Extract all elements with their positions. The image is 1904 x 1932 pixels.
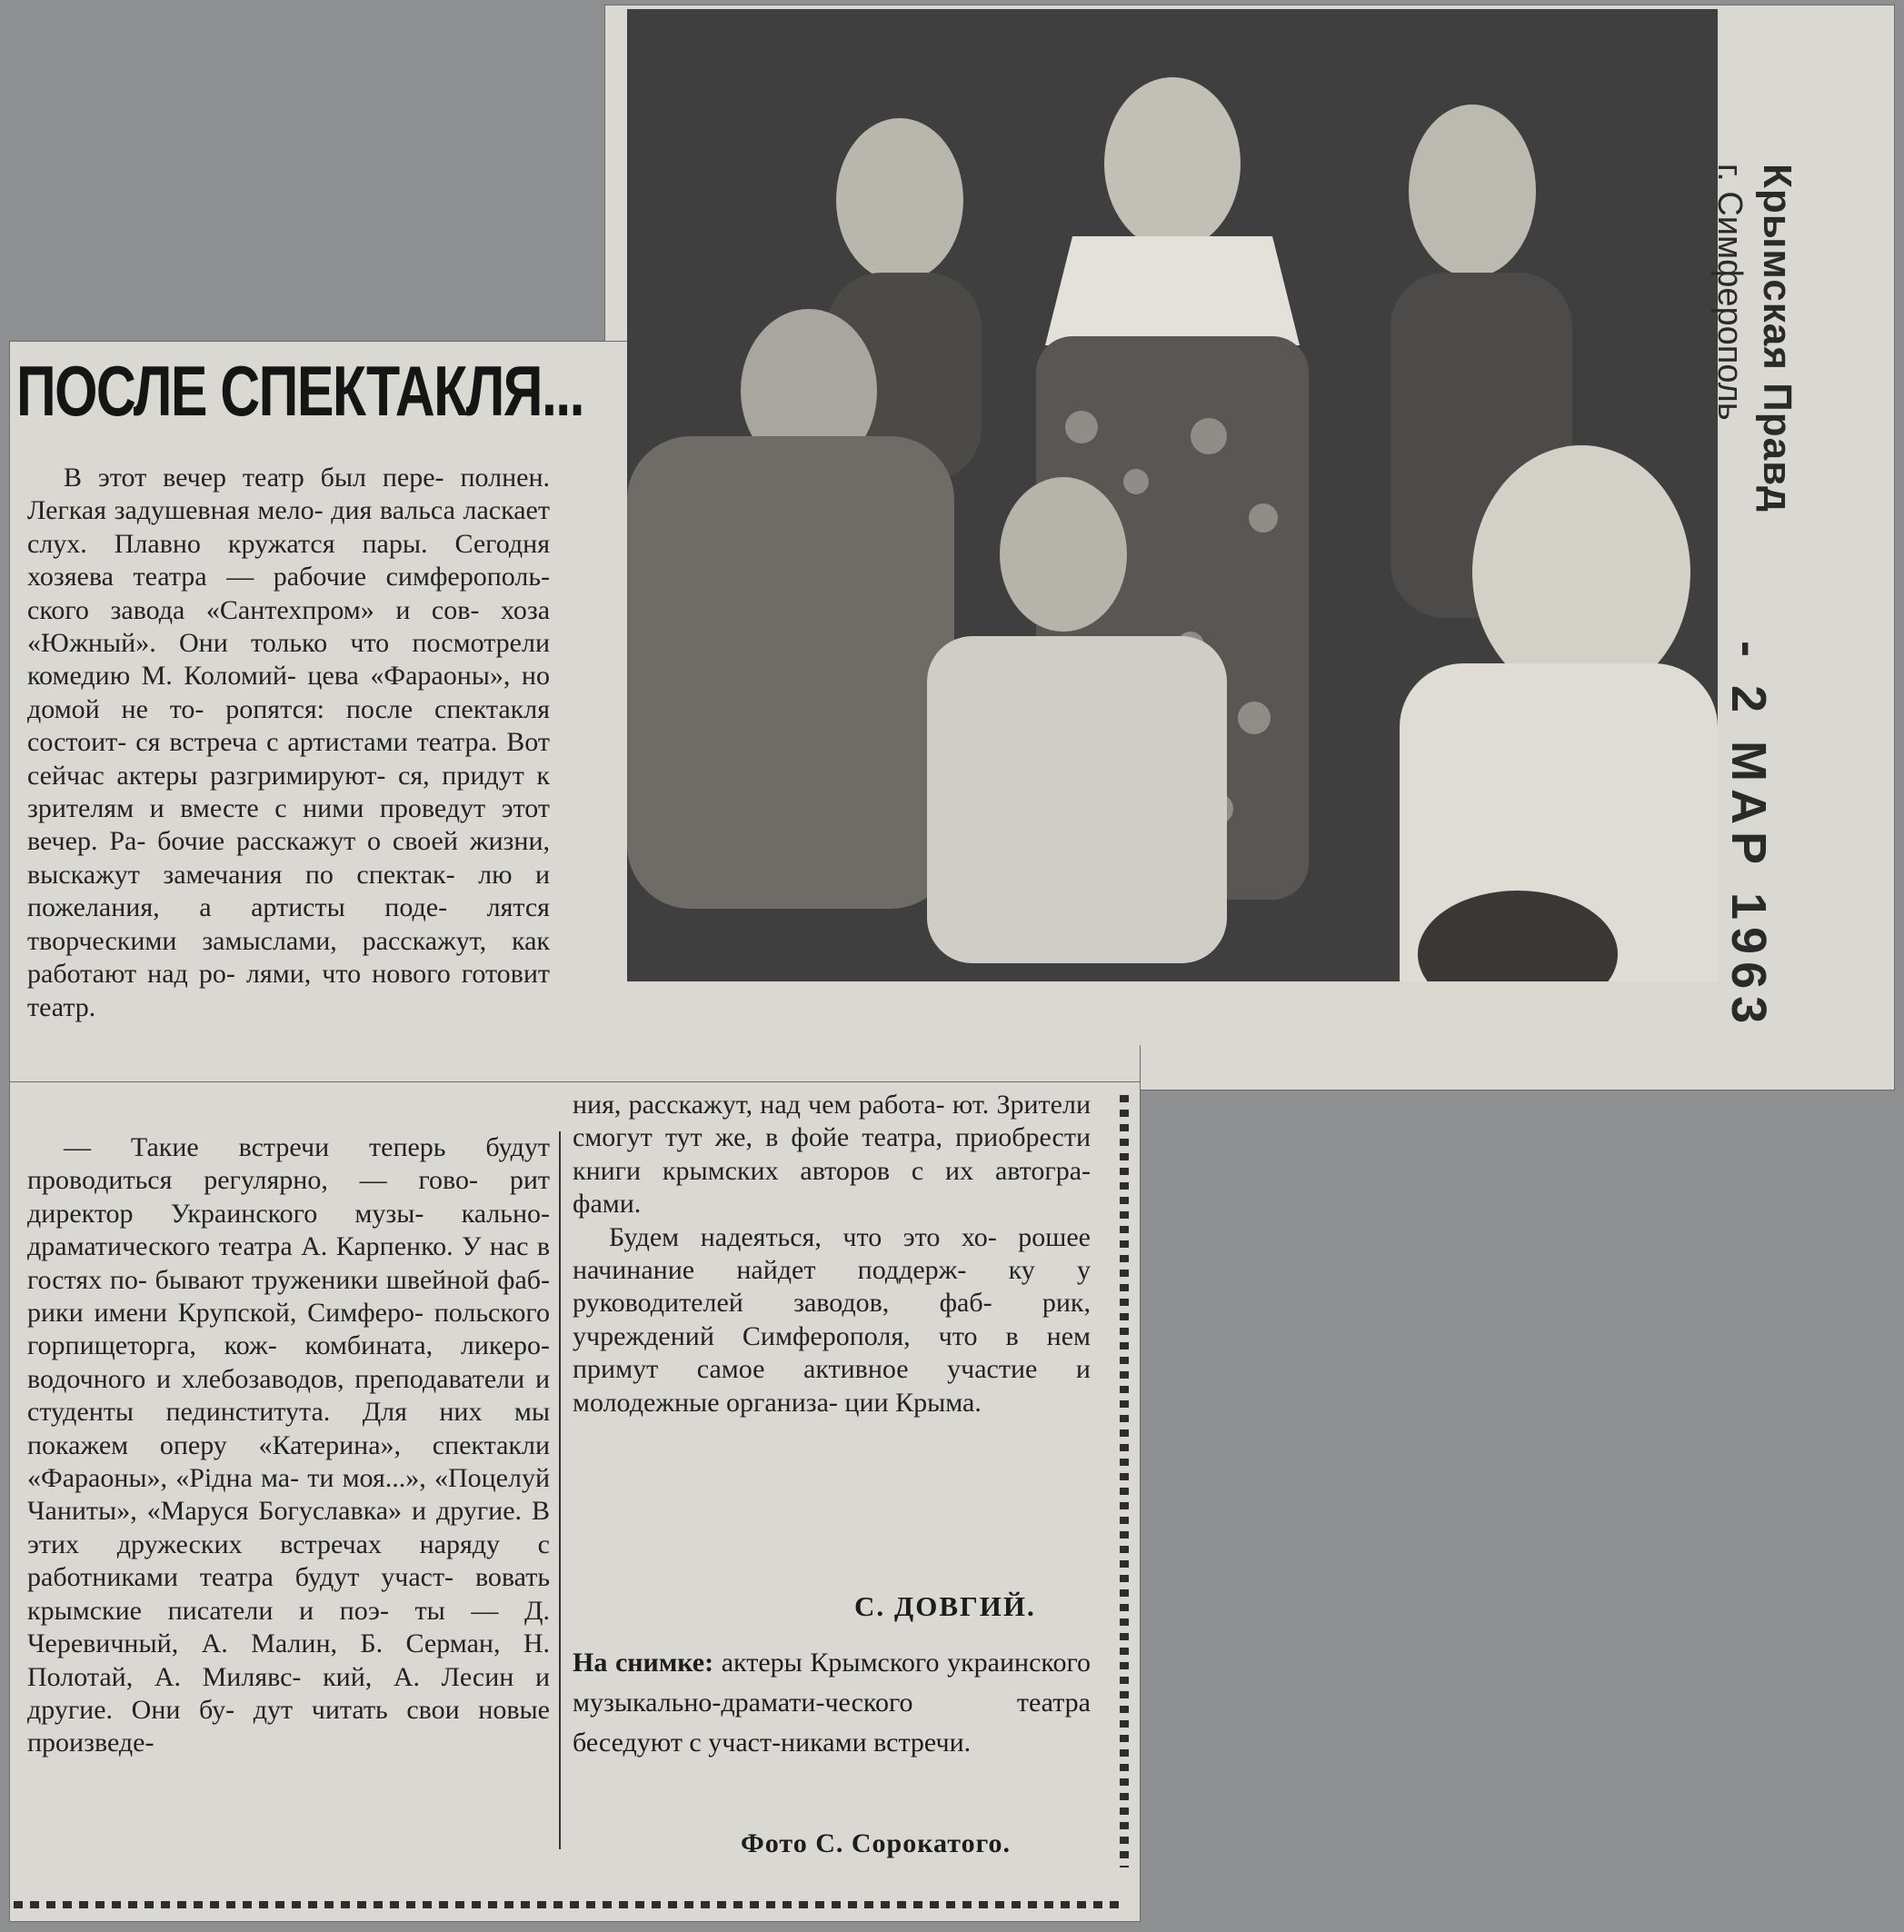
group-photo-image <box>627 9 1718 1045</box>
column-divider <box>559 1131 561 1849</box>
cut-edge-vertical <box>1120 1095 1129 1867</box>
author-signature: С. ДОВГИЙ. <box>854 1590 1036 1622</box>
group-photo <box>627 9 1718 1045</box>
headline: ПОСЛЕ СПЕКТАКЛЯ... <box>16 351 583 431</box>
date-stamp: - 2 МАР 1963 <box>1721 641 1776 1031</box>
caption-text: актеры Крымского украинского музыкально-драмати-ческого театра беседуют с участ-никами встречи. <box>573 1648 1092 1758</box>
article-column-left-continued <box>27 1131 550 1760</box>
newspaper-stamp <box>1710 164 1799 513</box>
cut-edge-horizontal <box>14 1901 1122 1908</box>
newspaper-city: г. Симферополь <box>1710 164 1749 421</box>
photo-credit: Фото С. Сорокатого. <box>741 1828 1011 1858</box>
paragraph-3: ния, расскажут, над чем работа- ют. Зрители смогут тут же, в фойе театра, приобрести книги крымских авторов с их автогра- фами. <box>573 1090 1092 1220</box>
paragraph-2: — Такие встречи теперь будут проводиться регулярно, — гово- рит директор Украинского музы- кально-драматического театра А. Карпенко. У нас в гостях по- бывают труженики швейной фаб- рики имени Крупской, Симферо- польского горпищеторга, кож- комбината, ликеро-водочного и хлебозаводов, преподаватели и студенты пединститута. Для них мы покажем оперу «Катерина», спектакли «Фараоны», «Рідна ма- ти моя...», «Поцелуй Чаниты», «Маруся Богуславка» и другие. В этих дружеских встречах наряду с работниками театра будут участ- вовать крымские писатели и поэ- ты — Д. Черевичный, А. Малин, Б. Серман, Н. Полотай, А. Милявс- кий, А. Лесин и другие. Они бу- дут читать свои новые произведе- <box>27 1132 551 1758</box>
photo-caption <box>573 1643 1091 1763</box>
paragraph-4: Будем надеяться, что это хо- рошее начинание найдет поддерж- ку у руководителей заводов, фаб- рик, учреждений Симферополя, что в нем примут самое активное участие и молодежные организа- ции Крыма. <box>573 1221 1091 1418</box>
article-column-left <box>27 462 550 1024</box>
article-column-right <box>573 1089 1091 1419</box>
newspaper-name: Крымская Правд <box>1755 164 1799 513</box>
paragraph-1: В этот вечер театр был пере- полнен. Легкая задушевная мело- дия вальса ласкает слух. Плавно кружатся пары. Сегодня хозяева театра — рабочие симферополь- ского завода «Сантехпром» и сов- хоза «Южный». Они только что посмотрели комедию М. Коломий- цева «Фараоны», но домой не то- ропятся: после спектакля состоит- ся встреча с артистами театра. Вот сейчас актеры разгримируют- ся, придут к зрителям и вместе с ними проведут этот вечер. Ра- бочие расскажут о своей жизни, выскажут замечания по спектак- лю и пожелания, а артисты поде- лятся творческими замыслами, расскажут, как работают над ро- лями, что нового готовит театр. <box>27 463 551 1022</box>
caption-label: На снимке: <box>573 1648 714 1678</box>
